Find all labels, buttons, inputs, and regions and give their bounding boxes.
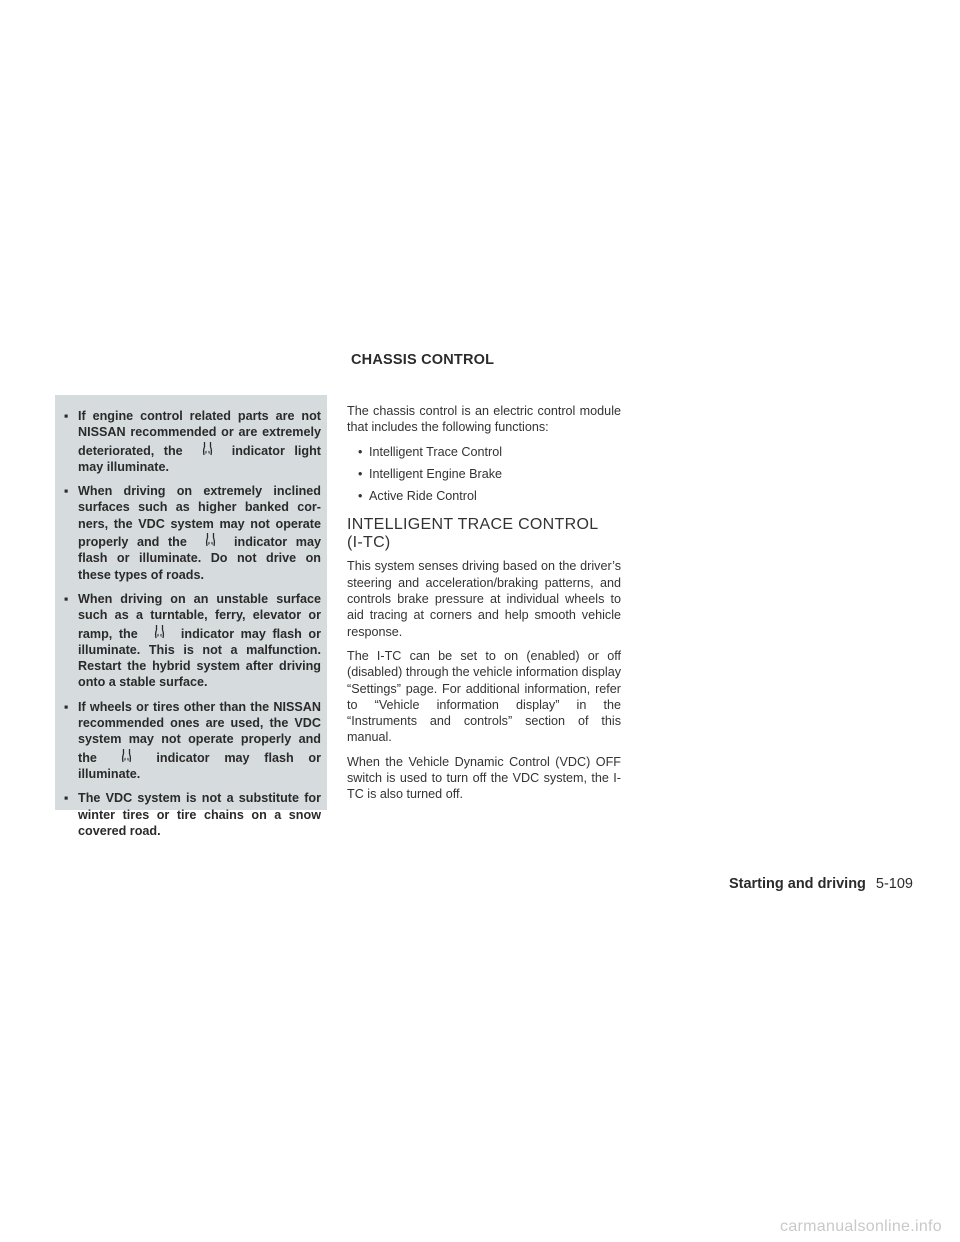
function-list [347, 444, 621, 505]
section-title: CHASSIS CONTROL [351, 352, 495, 368]
warning-text: When driving on an unstable surface such as a turntable, ferry, elevator or ramp, the [78, 591, 321, 641]
warning-item [63, 790, 321, 839]
bullet: ▪ [64, 591, 69, 606]
warning-item [63, 591, 321, 691]
warning-box [55, 395, 327, 838]
bullet: ▪ [64, 791, 69, 806]
warning-text: When driving on extremely inclined surfaces such as higher banked corners, the VDC system may not operate properly and the [78, 484, 321, 550]
vdc-indicator-icon [192, 441, 222, 459]
list-item: • Intelligent Trace Control [358, 444, 503, 459]
watermark: carmanualsonline.info [780, 1218, 942, 1235]
body-paragraph: The I-TC can be set to on (enabled) or off (disabled) through the vehicle information display “Settings” page. For additional information, refer to “Vehicle information display” in the “Instruments and controls” section of this manual. [347, 648, 621, 745]
bullet: ▪ [64, 409, 69, 423]
warning-text: The VDC system is not a substitute for winter tires or tire chains on a snow covered road. [78, 791, 321, 838]
warning-text: indicator may flash or illuminate. Do not drive on these types of roads. [78, 535, 322, 582]
page-footer [729, 876, 913, 892]
page-number: 5-109 [875, 876, 913, 892]
warning-text: indicator may flash or illuminate. [78, 750, 322, 781]
body-column [347, 403, 621, 811]
bullet: ▪ [64, 699, 69, 714]
list-item: • Active Ride Control [358, 489, 477, 504]
chapter-title: Starting and driving [728, 876, 866, 892]
subsection-heading: INTELLIGENT TRACE CONTROL (I-TC) [347, 516, 599, 552]
warning-item [63, 408, 321, 475]
intro-paragraph: The chassis control is an electric control module that includes the following functions: [347, 404, 621, 435]
warning-text: If engine control related parts are not NISSAN recommended or are extremely deteriorated, the [78, 409, 321, 458]
list-item: • Intelligent Engine Brake [358, 466, 503, 481]
warning-text: If wheels or tires other than the NISSAN recommended ones are used, the VDC system may not operate properly and the [78, 699, 321, 765]
body-paragraph: When the Vehicle Dynamic Control (VDC) OFF switch is used to turn off the VDC system, the I-TC is also turned off. [347, 754, 621, 802]
body-paragraph: This system senses driving based on the driver’s steering and acceleration/braking patterns, and controls brake pressure at individual wheels to aid tracing at corners and help smooth vehicle response. [347, 559, 621, 639]
warning-text: indicator may flash or illuminate. This is not a malfunction. Restart the hybrid system after driving onto a stable surface. [78, 626, 322, 690]
warning-text: indicator light may illuminate. [78, 443, 321, 474]
vdc-indicator-icon [144, 624, 174, 642]
vdc-indicator-icon [195, 532, 225, 550]
vdc-indicator-icon [112, 748, 142, 766]
bullet: ▪ [64, 484, 69, 499]
warning-item [63, 699, 321, 782]
warning-item [63, 483, 321, 583]
